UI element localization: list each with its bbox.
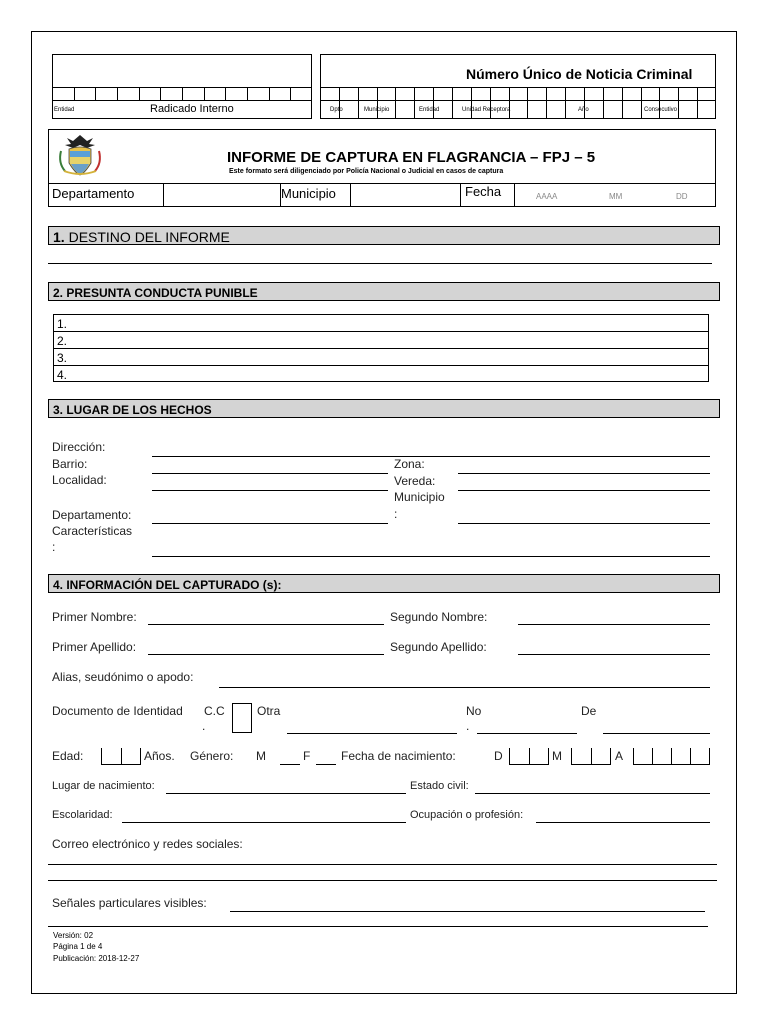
- digit-cell-divider: [678, 87, 679, 119]
- nunc-col-municipio: Municipio: [364, 107, 390, 113]
- digit-cell-divider: [622, 87, 623, 119]
- nunc-col-dpto: Dpto: [330, 107, 343, 113]
- estado-civil-label: Estado civil:: [410, 780, 469, 792]
- cc-label: C.C: [204, 704, 225, 718]
- ocupacion-label: Ocupación o profesión:: [410, 809, 524, 821]
- footer-version: Versión: 02: [53, 931, 94, 940]
- section-1-header: [48, 226, 720, 245]
- de-input-line[interactable]: [603, 733, 710, 734]
- vereda-input-line[interactable]: [458, 490, 710, 491]
- digit-cell-divider: [290, 87, 291, 100]
- radicado-label: Radicado Interno: [150, 103, 234, 115]
- conducta-row-3[interactable]: 3.: [57, 351, 68, 365]
- digit-cell-divider: [269, 87, 270, 100]
- no-dot: .: [466, 719, 470, 733]
- digit-cell-divider: [377, 87, 378, 119]
- localidad-label: Localidad:: [52, 473, 107, 487]
- digit-cell-divider: [452, 87, 453, 119]
- coat-of-arms-logo: [55, 133, 105, 177]
- direccion-label: Dirección:: [52, 440, 106, 454]
- genero-m-input-line[interactable]: [280, 764, 300, 765]
- ocupacion-input-line[interactable]: [536, 822, 710, 823]
- primer-apellido-input-line[interactable]: [148, 654, 384, 655]
- senales-input-line-2[interactable]: [48, 926, 708, 927]
- section-2-header: [48, 282, 720, 301]
- section-2-title: 2. PRESUNTA CONDUCTA PUNIBLE: [53, 286, 258, 300]
- municipio-colon: :: [394, 507, 398, 521]
- zona-label: Zona:: [394, 457, 425, 471]
- escolaridad-input-line[interactable]: [122, 822, 406, 823]
- digit-cell-divider: [95, 87, 96, 100]
- cc-checkbox[interactable]: [232, 703, 252, 733]
- footer-pagina: Página 1 de 4: [53, 942, 103, 951]
- form-subtitle: Este formato será diligenciado por Policía Nacional o Judicial en casos de captura: [229, 168, 504, 175]
- conducta-row-1[interactable]: 1.: [57, 317, 68, 331]
- zona-input-line[interactable]: [458, 473, 710, 474]
- digit-cell-divider: [509, 87, 510, 119]
- digit-cell-divider: [565, 87, 566, 119]
- digit-cell-divider: [546, 87, 547, 119]
- nunc-col-unidad: Unidad Receptora: [462, 107, 511, 113]
- nunc-title: Número Único de Noticia Criminal: [466, 66, 693, 82]
- de-label: De: [581, 704, 597, 718]
- barrio-label: Barrio:: [52, 457, 88, 471]
- digit-cell-divider: [395, 87, 396, 119]
- estado-civil-input-line[interactable]: [475, 793, 710, 794]
- anos-label: Años.: [144, 749, 175, 763]
- localidad-input-line[interactable]: [152, 490, 388, 491]
- primer-nombre-input-line[interactable]: [148, 624, 384, 625]
- correo-label: Correo electrónico y redes sociales:: [52, 837, 243, 851]
- segundo-nombre-label: Segundo Nombre:: [390, 610, 488, 624]
- digit-cell-divider: [204, 87, 205, 100]
- caracteristicas-input-line[interactable]: [152, 556, 710, 557]
- fecha-nac-label: Fecha de nacimiento:: [341, 749, 456, 763]
- senales-label: Señales particulares visibles:: [52, 896, 207, 910]
- nunc-col-ano: Año: [578, 107, 589, 113]
- escolaridad-label: Escolaridad:: [52, 809, 113, 821]
- radicado-entidad-label: Entidad: [54, 107, 75, 113]
- section-4-title: 4. INFORMACIÓN DEL CAPTURADO (s):: [53, 578, 282, 592]
- nunc-col-entidad: Entidad: [419, 107, 440, 113]
- primer-nombre-label: Primer Nombre:: [52, 610, 137, 624]
- digit-cell-divider: [490, 87, 491, 119]
- loc-dd-label: DD: [676, 192, 688, 201]
- correo-input-line-1[interactable]: [48, 864, 717, 865]
- barrio-input-line[interactable]: [152, 473, 388, 474]
- correo-input-line-2[interactable]: [48, 880, 717, 881]
- conducta-row-2[interactable]: 2.: [57, 334, 68, 348]
- documento-label: Documento de Identidad: [52, 704, 183, 718]
- no-label: No: [466, 704, 482, 718]
- nunc-col-consecutivo: Consecutivo: [644, 107, 678, 113]
- loc-fecha-label: Fecha: [465, 184, 502, 199]
- municipio-label: Municipio: [394, 490, 445, 504]
- caracteristicas-colon: :: [52, 540, 56, 554]
- digit-cell-divider: [584, 87, 585, 119]
- direccion-input-line[interactable]: [152, 456, 710, 457]
- lugar-nac-label: Lugar de nacimiento:: [52, 780, 155, 792]
- cc-dot: .: [202, 719, 206, 733]
- lugar-nac-input-line[interactable]: [166, 793, 406, 794]
- alias-label: Alias, seudónimo o apodo:: [52, 670, 194, 684]
- section-3-header: [48, 399, 720, 418]
- segundo-apellido-label: Segundo Apellido:: [390, 640, 487, 654]
- footer-publicacion: Publicación: 2018-12-27: [53, 954, 140, 963]
- genero-label: Género:: [190, 749, 234, 763]
- loc-aaaa-label: AAAA: [536, 192, 558, 201]
- digit-cell-divider: [339, 87, 340, 119]
- form-title: INFORME DE CAPTURA EN FLAGRANCIA – FPJ – 5: [227, 149, 596, 166]
- otra-input-line[interactable]: [287, 733, 457, 734]
- digit-cell-divider: [527, 87, 528, 119]
- loc-departamento-label: Departamento: [52, 186, 135, 201]
- digit-cell-divider: [641, 87, 642, 119]
- edad-label: Edad:: [52, 749, 84, 763]
- fecha-a-label: A: [615, 749, 624, 763]
- departamento-input-line[interactable]: [152, 523, 388, 524]
- conducta-row-4[interactable]: 4.: [57, 368, 68, 382]
- genero-m-label: M: [256, 749, 266, 763]
- loc-mm-label: MM: [609, 192, 623, 201]
- no-input-line[interactable]: [477, 733, 577, 734]
- vereda-label: Vereda:: [394, 474, 436, 488]
- digit-cell-divider: [74, 87, 75, 100]
- digit-cell-divider: [247, 87, 248, 100]
- section-3-title: 3. LUGAR DE LOS HECHOS: [53, 403, 212, 417]
- caracteristicas-label: Características: [52, 524, 133, 538]
- digit-cell-divider: [659, 87, 660, 119]
- digit-cell-divider: [471, 87, 472, 119]
- alias-input-line[interactable]: [219, 687, 710, 688]
- digit-cell-divider: [697, 87, 698, 119]
- digit-cell-divider: [139, 87, 140, 100]
- fecha-m-label: M: [552, 749, 562, 763]
- digit-cell-divider: [603, 87, 604, 119]
- segundo-nombre-input-line[interactable]: [518, 624, 710, 625]
- segundo-apellido-input-line[interactable]: [518, 654, 710, 655]
- departamento-label: Departamento:: [52, 508, 132, 522]
- digit-cell-divider: [182, 87, 183, 100]
- digit-cell-divider: [414, 87, 415, 119]
- digit-cell-divider: [225, 87, 226, 100]
- primer-apellido-label: Primer Apellido:: [52, 640, 137, 654]
- genero-f-label: F: [303, 749, 311, 763]
- genero-f-input-line[interactable]: [316, 764, 336, 765]
- destino-input-line[interactable]: [48, 263, 712, 264]
- digit-cell-divider: [433, 87, 434, 119]
- otra-label: Otra: [257, 704, 281, 718]
- digit-cell-divider: [358, 87, 359, 119]
- section-4-header: [48, 574, 720, 593]
- fecha-d-label: D: [494, 749, 503, 763]
- digit-cell-divider: [117, 87, 118, 100]
- municipio-input-line[interactable]: [458, 523, 710, 524]
- section-1-title: DESTINO DEL INFORME: [68, 229, 230, 245]
- digit-cell-divider: [160, 87, 161, 100]
- senales-input-line[interactable]: [230, 911, 705, 912]
- loc-municipio-label: Municipio: [281, 186, 336, 201]
- section-1-number: 1.: [53, 229, 65, 245]
